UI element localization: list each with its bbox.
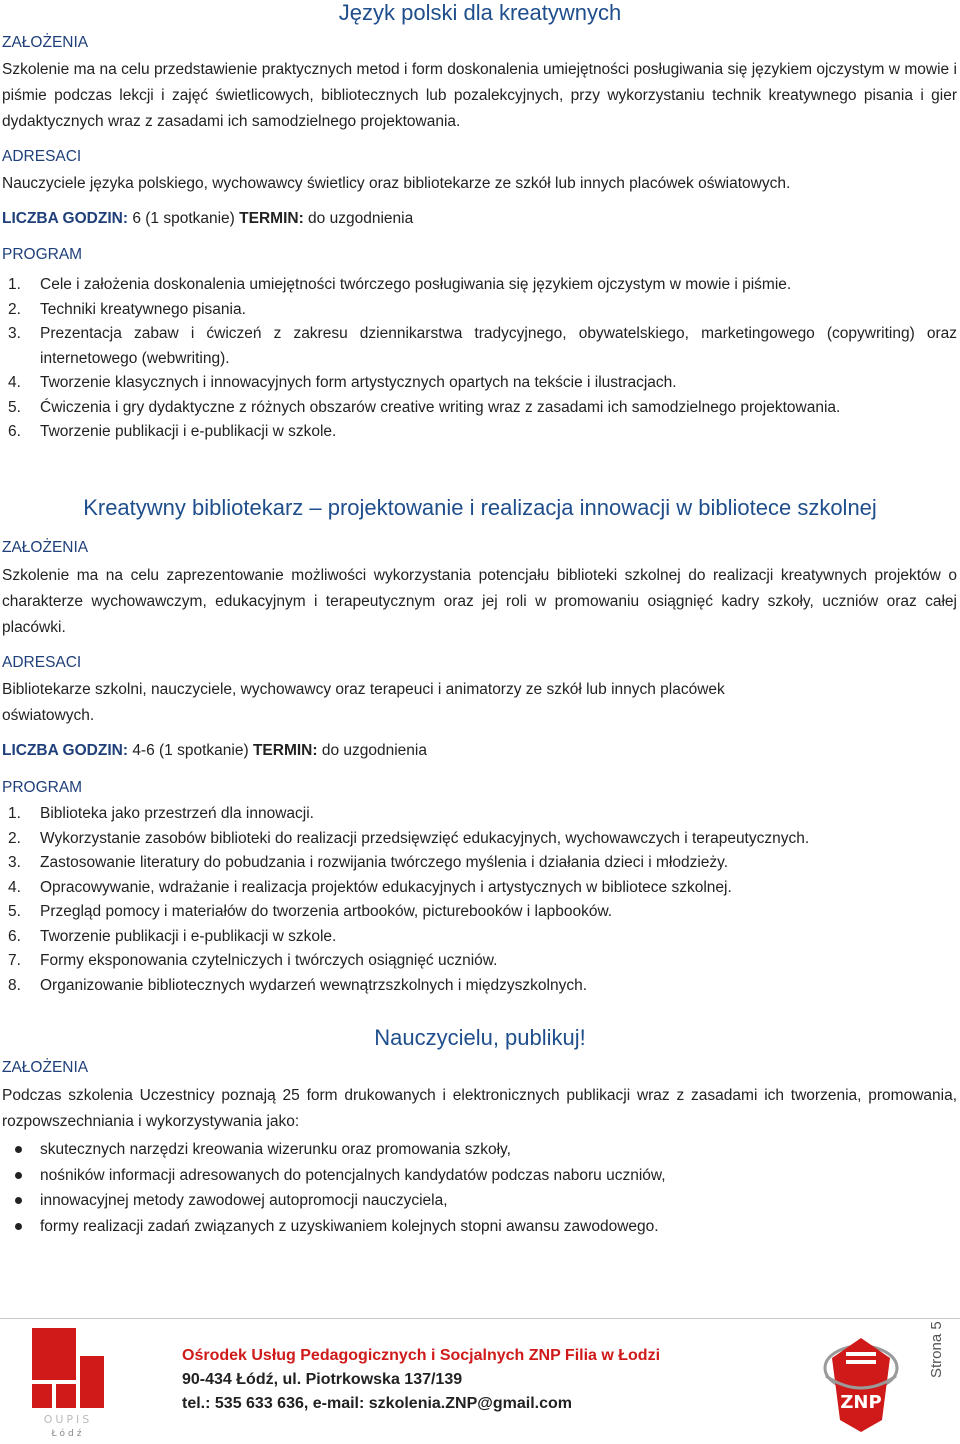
program-item (2, 900, 957, 925)
course1-adresaci-text: Nauczyciele języka polskiego, wychowawcy świetlicy oraz bibliotekarze ze szkół lub innych placówek oświatowych. (2, 175, 791, 192)
course1-program-list (2, 273, 957, 445)
course1-term-value: do uzgodnienia (308, 210, 414, 227)
program-item-num: 7. (8, 952, 21, 969)
program-item-text: Tworzenie publikacji i e-publikacji w szkole. (40, 927, 337, 945)
program-item-num: 5. (8, 398, 21, 416)
course2-zalozenia-label: ZAŁOŻENIA (2, 539, 89, 556)
program-item-num: 6. (8, 927, 21, 945)
program-item (2, 851, 957, 876)
course3-bullet-list (2, 1137, 957, 1239)
course2-term-value: do uzgodnienia (321, 742, 427, 759)
znp-logo-text: ZNP (840, 1392, 882, 1413)
program-item-text: Prezentacja zabaw i ćwiczeń z zakresu dziennikarstwa tradycyjnego, obywatelskiego, marketingowego (copywriting) oraz internetowego (webwriting). (40, 325, 957, 367)
footer-contact: tel.: 535 633 636, e-mail: szkolenia.ZNP@gmail.com (182, 1395, 572, 1412)
page-number: Strona 5 (928, 1321, 945, 1378)
program-item-num: 1. (8, 276, 21, 293)
course1-hours-value: 6 (1 spotkanie) (132, 210, 235, 227)
program-item-text: Zastosowanie literatury do pobudzania i rozwijania twórczego myślenia i działania dzieci i młodzieży. (40, 854, 729, 871)
course1-adresaci-label: ADRESACI (2, 148, 82, 165)
program-item-num: 3. (8, 325, 21, 342)
program-item (2, 876, 957, 901)
program-item-text: Cele i założenia doskonalenia umiejętności twórczego posługiwania się językiem ojczystym w mowie i piśmie. (40, 276, 792, 293)
course3-title: Nauczycielu, publikuj! (374, 1025, 586, 1050)
program-item (2, 802, 957, 827)
program-item (2, 925, 957, 950)
program-item-text: Ćwiczenia i gry dydaktyczne z różnych obszarów creative writing wraz z zasadami ich samodzielnego projektowania. (40, 398, 841, 416)
course2-term-label: TERMIN: (252, 742, 318, 759)
list-item: skutecznych narzędzi kreowania wizerunku oraz promowania szkoły, (2, 1137, 957, 1163)
course2-adresaci-label: ADRESACI (2, 654, 82, 671)
course3-zalozenia-text: Podczas szkolenia Uczestnicy poznają 25 form drukowanych i elektronicznych publikacji wraz z zasadami ich tworzenia, promowania, rozpowszechniania i wykorzystywania jako: (2, 1087, 957, 1130)
program-item-text: Tworzenie klasycznych i innowacyjnych form artystycznych opartych na tekście i ilustracjach. (40, 374, 677, 391)
oupis-logo-city: Łódź (51, 1429, 85, 1438)
oupis-logo-text: OUPIS (43, 1413, 93, 1426)
list-item: nośników informacji adresowanych do potencjalnych kandydatów podczas naboru uczniów, (2, 1163, 957, 1189)
program-item (2, 949, 957, 974)
program-item-text: Tworzenie publikacji i e-publikacji w szkole. (40, 423, 337, 440)
course1-zalozenia-label: ZAŁOŻENIA (2, 34, 89, 51)
program-item-text: Biblioteka jako przestrzeń dla innowacji. (40, 805, 314, 822)
program-item-num: 2. (8, 829, 21, 847)
program-item-num: 5. (8, 903, 21, 920)
course2-adresaci-line1: Bibliotekarze szkolni, nauczyciele, wychowawcy oraz terapeuci i animatorzy ze szkół lub innych placówek (2, 681, 725, 698)
program-item-text: Organizowanie bibliotecznych wydarzeń wewnątrzszkolnych i międzyszkolnych. (40, 976, 588, 994)
program-item-text: Przegląd pomocy i materiałów do tworzenia artbooków, picturebooków i lapbooków. (40, 903, 613, 920)
program-item (2, 827, 957, 852)
course2-title: Kreatywny bibliotekarz – projektowanie i realizacja innowacji w bibliotece szkolnej (83, 495, 877, 520)
program-item-text: Opracowywanie, wdrażanie i realizacja projektów edukacyjnych i artystycznych w bibliotece szkolnej. (40, 878, 732, 896)
footer-address: 90-434 Łódź, ul. Piotrkowska 137/139 (182, 1371, 463, 1388)
course2-hours-label: LICZBA GODZIN: (2, 742, 128, 759)
program-item-num: 4. (8, 374, 21, 391)
program-item-num: 2. (8, 300, 21, 318)
course2-hours-line (2, 742, 427, 760)
course1-hours-line (2, 210, 413, 228)
course1-hours-label: LICZBA GODZIN: (2, 210, 128, 227)
oupis-logo (28, 1326, 108, 1438)
course2-zalozenia-text: Szkolenie ma na celu zaprezentowanie możliwości wykorzystania potencjału biblioteki szkolnej do realizacji kreatywnych projektów o charakterze wychowawczym, edukacyjnym i terapeutycznym oraz jej roli w promowaniu osiągnięć kadry szkoły, uczniów oraz całej placówki. (2, 567, 957, 636)
list-item: formy realizacji zadań związanych z uzyskiwaniem kolejnych stopni awansu zawodowego. (2, 1214, 957, 1240)
program-item-text: Wykorzystanie zasobów biblioteki do realizacji przedsięwzięć edukacyjnych, wychowawczych i terapeutycznych. (40, 829, 810, 847)
program-item (2, 974, 957, 999)
course1-title: Język polski dla kreatywnych (338, 0, 622, 25)
program-item-text: Techniki kreatywnego pisania. (40, 300, 246, 318)
course2-program-label: PROGRAM (2, 779, 83, 796)
footer-divider (0, 1318, 960, 1319)
program-item-num: 4. (8, 878, 21, 896)
znp-logo (812, 1324, 910, 1436)
program-item (2, 273, 957, 298)
course2-program-list (2, 802, 957, 998)
program-item (2, 420, 957, 445)
program-item (2, 371, 957, 396)
course2-adresaci-line2: oświatowych. (2, 707, 95, 724)
program-item-num: 1. (8, 805, 21, 822)
footer-org-name: Ośrodek Usług Pedagogicznych i Socjalnych ZNP Filia w Łodzi (182, 1347, 661, 1364)
course2-hours-value: 4-6 (1 spotkanie) (132, 742, 249, 759)
list-item: innowacyjnej metody zawodowej autopromocji nauczyciela, (2, 1188, 957, 1214)
footer-contact-block (182, 1344, 660, 1416)
program-item-num: 8. (8, 976, 21, 994)
program-item (2, 298, 957, 323)
course1-zalozenia-text: Szkolenie ma na celu przedstawienie praktycznych metod i form doskonalenia umiejętności posługiwania się językiem ojczystym w mowie i piśmie podczas lekcji i zajęć świetlicowych, bibliotecznych lub pozalekcyjnych, przy wykorzystaniu technik kreatywnego pisania i gier dydaktycznych wraz z zasadami ich samodzielnego projektowania. (2, 61, 957, 130)
program-item-text: Formy eksponowania czytelniczych i twórczych osiągnięć uczniów. (40, 952, 498, 969)
course1-term-label: TERMIN: (239, 210, 304, 227)
program-item-num: 6. (8, 423, 21, 440)
course1-program-label: PROGRAM (2, 246, 83, 263)
program-item-num: 3. (8, 854, 21, 871)
program-item (2, 322, 957, 371)
program-item (2, 396, 957, 421)
course3-zalozenia-label: ZAŁOŻENIA (2, 1059, 89, 1076)
